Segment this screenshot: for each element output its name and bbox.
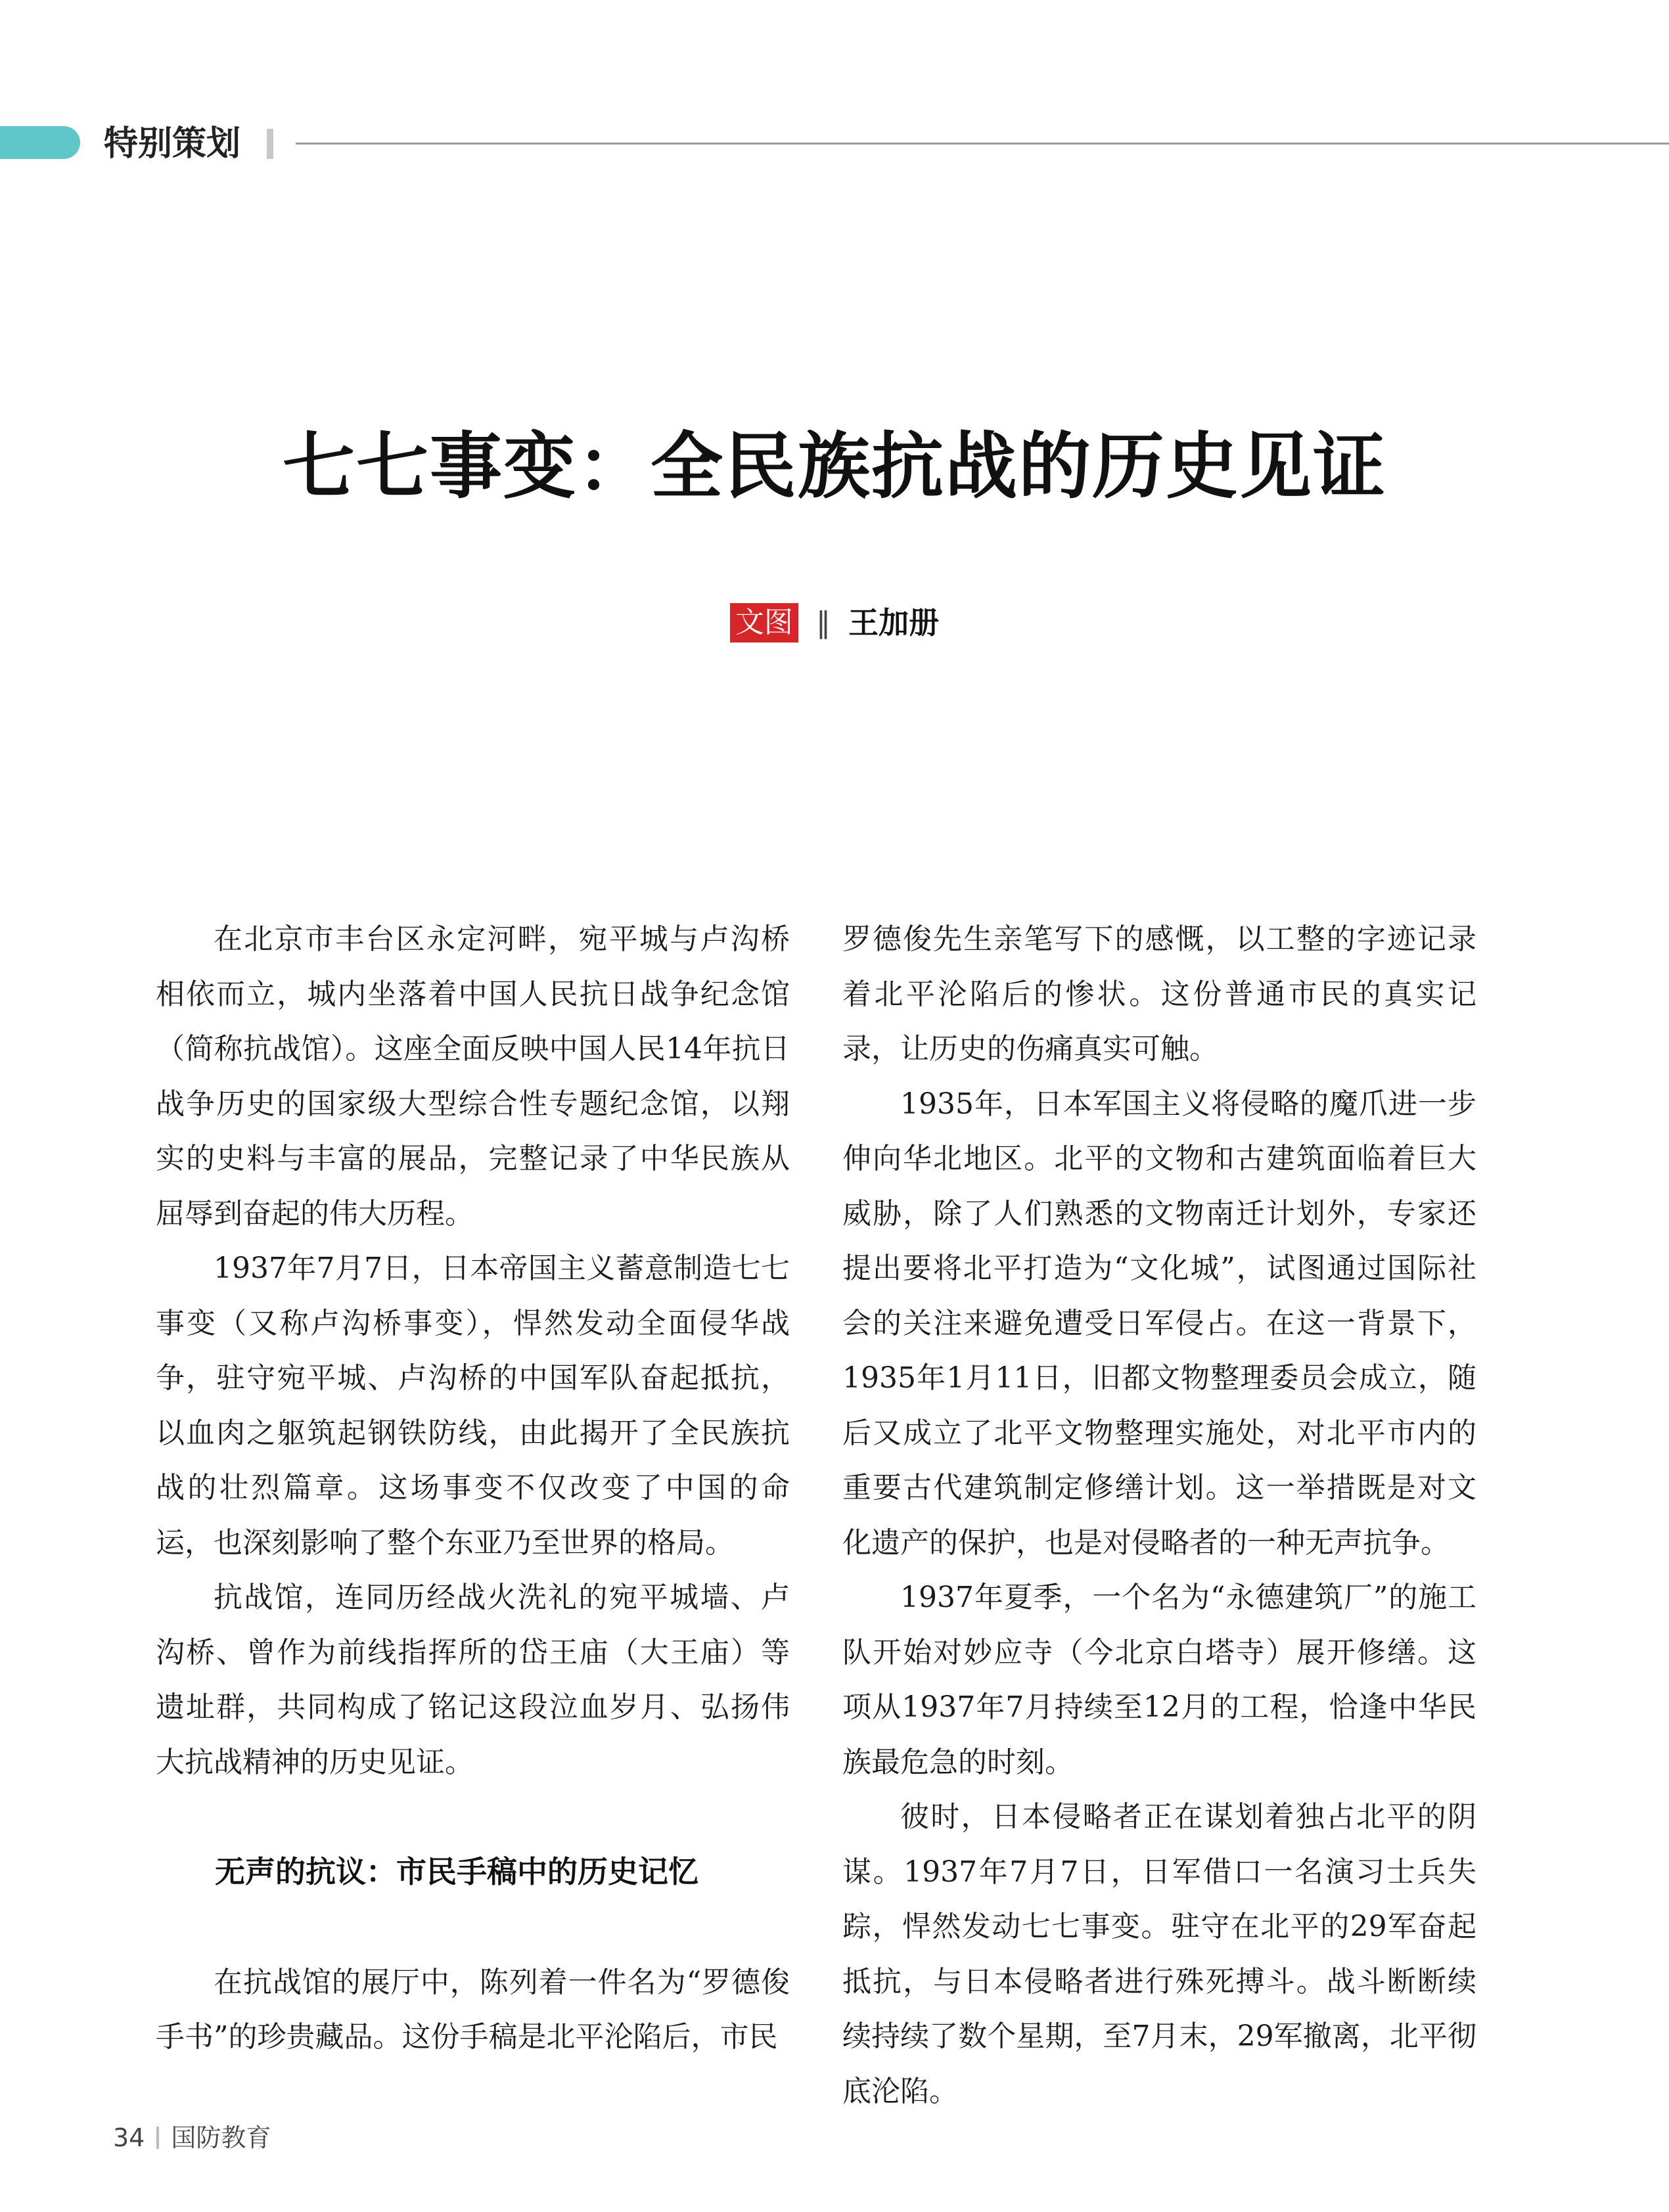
section-label: 特别策划	[104, 124, 241, 164]
byline-separator: ‖	[816, 605, 831, 639]
paragraph: 在北京市丰台区永定河畔，宛平城与卢沟桥相依而立，城内坐落着中国人民抗日战争纪念馆（简称抗战馆）。这座全面反映中国人民14年抗日战争历史的国家级大型综合性专题纪念馆，以翔实的史料与丰富的展品，完整记录了中华民族从屈辱到奋起的伟大历程。	[156, 922, 790, 1230]
paragraph-continued: 罗德俊先生亲笔写下的感慨，以工整的字迹记录着北平沦陷后的惨状。这份普通市民的真实记录，让历史的伤痛真实可触。	[842, 922, 1476, 1066]
paragraph: 抗战馆，连同历经战火洗礼的宛平城墙、卢沟桥、曾作为前线指挥所的岱王庙（大王庙）等遗址群，共同构成了铭记这段泣血岁月、弘扬伟大抗战精神的历史见证。	[156, 1581, 790, 1779]
byline-tag: 文图	[730, 603, 798, 643]
section-divider-bar	[267, 129, 273, 159]
subheading: 无声的抗议：市民手稿中的历史记忆	[215, 1854, 698, 1889]
page-footer	[113, 2118, 271, 2157]
magazine-name: 国防教育	[171, 2123, 271, 2152]
right-column	[842, 912, 1476, 2119]
article-title: 七七事变：全民族抗战的历史见证	[283, 424, 1386, 508]
paragraph: 1935年，日本军国主义将侵略的魔爪进一步伸向华北地区。北平的文物和古建筑面临着巨大威胁，除了人们熟悉的文物南迁计划外，专家还提出要将北平打造为“文化城”，试图通过国际社会的关注来避免遭受日军侵占。在这一背景下，1935年1月11日，旧都文物整理委员会成立，随后又成立了北平文物整理实施处，对北平市内的重要古代建筑制定修缮计划。这一举措既是对文化遗产的保护，也是对侵略者的一种无声抗争。	[842, 1087, 1476, 1560]
author-name: 王加册	[848, 604, 940, 641]
header-rule	[296, 143, 1669, 145]
footer-divider	[156, 2127, 159, 2149]
page-number: 34	[113, 2123, 145, 2152]
section-accent-tab	[0, 126, 80, 159]
paragraph: 1937年7月7日，日本帝国主义蓄意制造七七事变（又称卢沟桥事变），悍然发动全面侵华战争，驻守宛平城、卢沟桥的中国军队奋起抵抗，以血肉之躯筑起钢铁防线，由此揭开了全民族抗战的壮烈篇章。这场事变不仅改变了中国的命运，也深刻影响了整个东亚乃至世界的格局。	[156, 1252, 790, 1560]
paragraph: 在抗战馆的展厅中，陈列着一件名为“罗德俊手书”的珍贵藏品。这份手稿是北平沦陷后，市民	[156, 1965, 790, 2054]
paragraph: 彼时，日本侵略者正在谋划着独占北平的阴谋。1937年7月7日，日军借口一名演习士兵失踪，悍然发动七七事变。驻守在北平的29军奋起抵抗，与日本侵略者进行殊死搏斗。战斗断断续续持续了数个星期，至7月末，29军撤离，北平彻底沦陷。	[842, 1800, 1476, 2108]
byline	[0, 599, 1669, 646]
paragraph: 1937年夏季，一个名为“永德建筑厂”的施工队开始对妙应寺（今北京白塔寺）展开修缮。这项从1937年7月持续至12月的工程，恰逢中华民族最危急的时刻。	[842, 1581, 1476, 1779]
left-column	[156, 912, 790, 2065]
